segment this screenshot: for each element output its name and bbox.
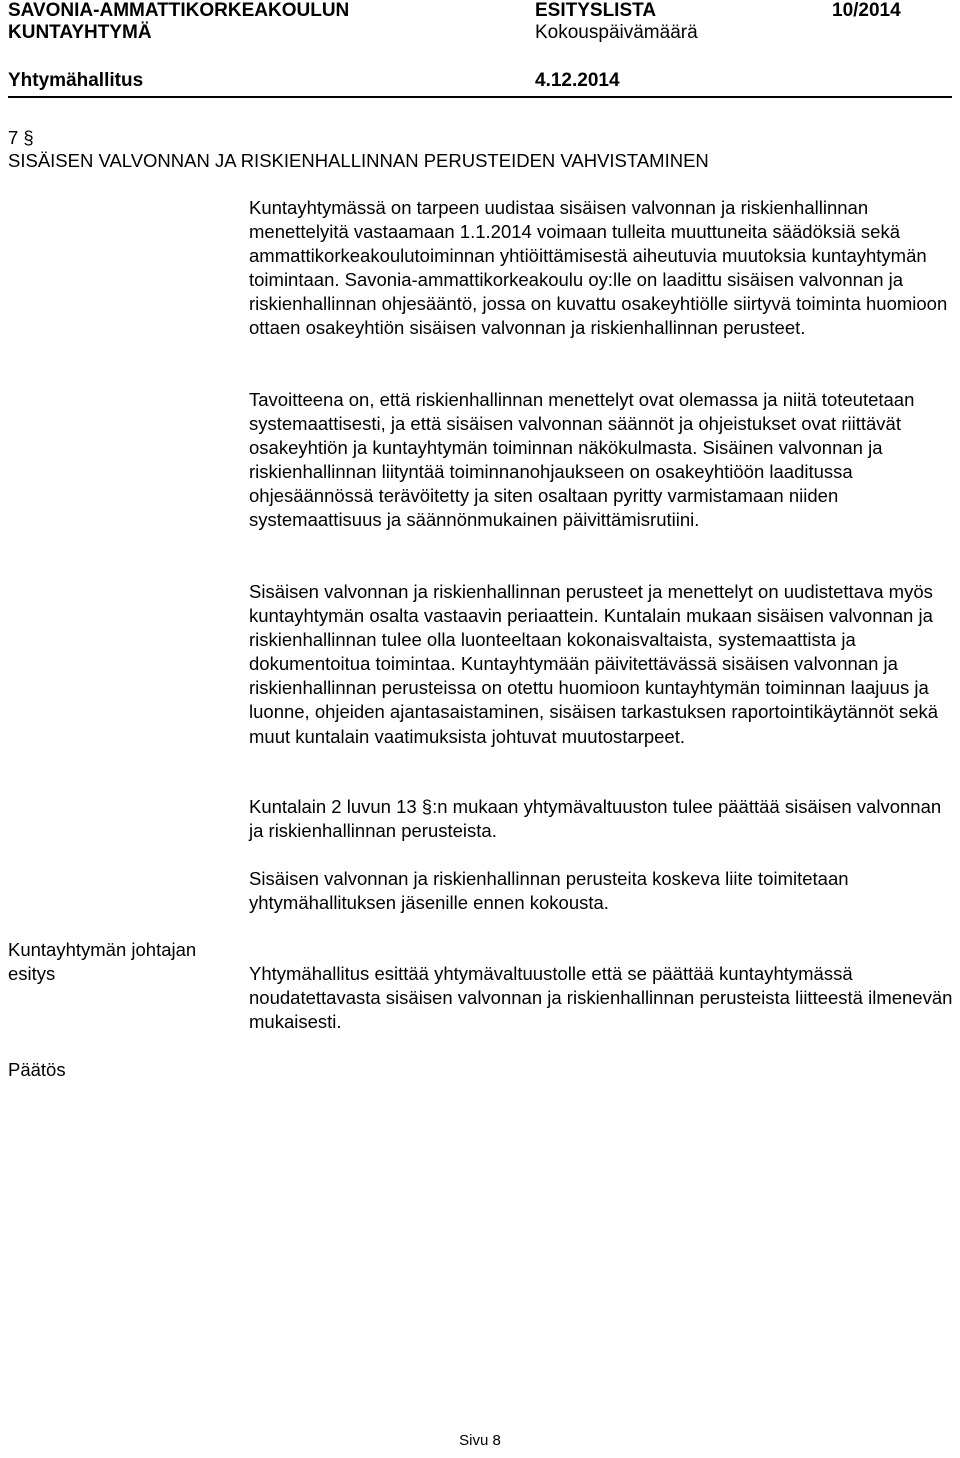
document-number: 10/2014 <box>832 0 901 21</box>
paragraph-text: Tavoitteena on, että riskienhallinnan menettelyt ovat olemassa ja niitä toteutetaan systemaattisesti, ja että sisäisen valvonnan säännöt ja ohjeistukset ovat riittävät osakeyhtiön ja kuntayhtymän toiminnan näkökulmasta. Sisäinen valvonnan ja riskienhallinnan liityntää toiminnanohjaukseen on osakeyhtiöön laaditussa ohjesäännössä terävöitetty ja siten osaltaan pyritty varmistamaan niiden systemaattisuus ja säännönmukainen päivittämisrutiini. <box>249 389 915 531</box>
paragraph-text: Kuntalain 2 luvun 13 §:n mukaan yhtymävaltuuston tulee päättää sisäisen valvonnan ja riskienhallinnan perusteista. <box>249 796 942 842</box>
section-number: 7 § <box>8 127 34 148</box>
page-number: Sivu 8 <box>459 1432 501 1449</box>
header-rule <box>8 96 952 98</box>
paragraph-text: Sisäisen valvonnan ja riskienhallinnan perusteet ja menettelyt on uudistettava myös kuntayhtymän osalta vastaavin periaattein. Kuntalain mukaan sisäisen valvonnan ja riskienhallinnan tulee olla luonteeltaan kokonaisvaltaista, systemaattista ja dokumentoitua toimintaa. Kuntayhtymään päivitettävässä sisäisen valvonnan ja riskienhallinnan perusteissa on otettu huomioon kuntayhtymän toiminnan laajuus ja luonne, ohjeiden ajantasaistaminen, sisäisen tarkastuksen raportointikäytännöt sekä muut kuntalain vaatimuksista johtuvat muutostarpeet. <box>249 581 939 747</box>
paragraph-text: Sisäisen valvonnan ja riskienhallinnan perusteita koskeva liite toimitetaan yhtymähallituksen jäsenille ennen kokousta. <box>249 868 849 914</box>
proposal-label: Kuntayhtymän johtajan esitys <box>8 939 197 985</box>
decision-label: Päätös <box>8 1059 66 1080</box>
paragraph-2 <box>249 388 954 533</box>
paragraph-text: Kuntayhtymässä on tarpeen uudistaa sisäisen valvonnan ja riskienhallinnan menettelyitä vastaamaan 1.1.2014 voimaan tulleita muuttuneita säädöksiä sekä ammattikorkeakoulutoiminnan yhtiöittämisestä aiheutuvia muutoksia kuntayhtymän toimintaan. Savonia-ammattikorkeakoulu oy:lle on laadittu sisäisen valvonnan ja riskienhallinnan ohjesääntö, jossa on kuvattu osakeyhtiölle siirtyvä toiminta huomioon ottaen osakeyhtiön sisäisen valvonnan ja riskienhallinnan perusteet. <box>249 197 948 339</box>
meeting-date-label: Kokouspäivämäärä <box>535 22 698 43</box>
paragraph-4 <box>249 795 954 843</box>
organization-subname: KUNTAYHTYMÄ <box>8 22 152 43</box>
organization-name: SAVONIA-AMMATTIKORKEAKOULUN <box>8 0 350 21</box>
paragraph-3 <box>249 580 954 749</box>
meeting-date: 4.12.2014 <box>535 70 620 91</box>
document-type: ESITYSLISTA <box>535 0 657 21</box>
section-title: SISÄISEN VALVONNAN JA RISKIENHALLINNAN PERUSTEIDEN VAHVISTAMINEN <box>8 150 709 171</box>
paragraph-5 <box>249 867 954 915</box>
paragraph-1 <box>249 196 954 341</box>
paragraph-text: Yhtymähallitus esittää yhtymävaltuustolle että se päättää kuntayhtymässä noudatettavasta sisäisen valvonnan ja riskienhallinnan perusteista liitteestä ilmenevän mukaisesti. <box>249 963 953 1033</box>
body-name: Yhtymähallitus <box>8 70 144 91</box>
proposal-text <box>249 962 954 1034</box>
